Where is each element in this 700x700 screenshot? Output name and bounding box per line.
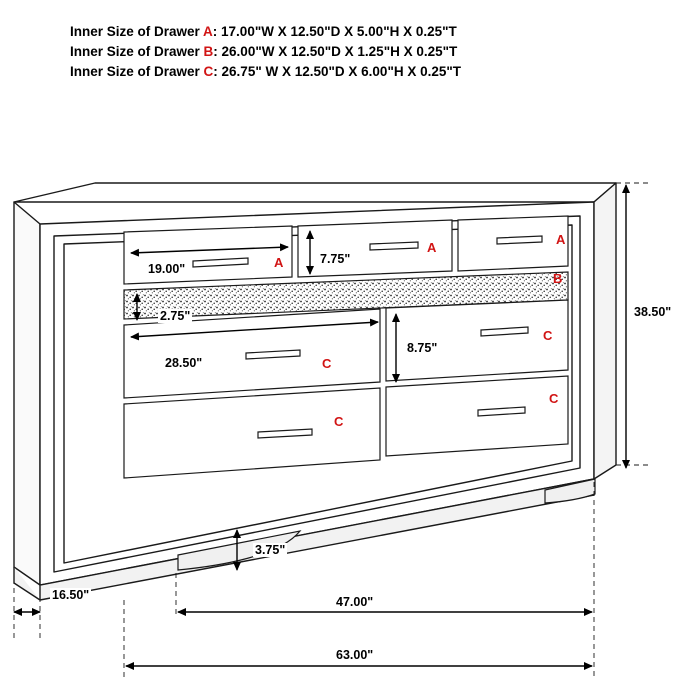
- spec-a-prefix: Inner Size of Drawer: [70, 24, 204, 39]
- dim-drawer-b-height: 2.75": [160, 309, 191, 323]
- dim-top-width: 47.00": [336, 595, 374, 609]
- dim-base-clearance: 3.75": [255, 543, 286, 557]
- drawer-c-low-right: [386, 376, 568, 456]
- dim-overall-height: 38.50": [634, 305, 672, 319]
- spec-b-prefix: Inner Size of Drawer: [70, 44, 204, 59]
- dim-drawer-a-height: 7.75": [320, 252, 351, 266]
- spec-c-rest: : 26.75" W X 12.50"D X 6.00"H X 0.25"T: [213, 64, 462, 79]
- dim-depth: 16.50": [52, 588, 90, 602]
- drawer-label-c-lower-left: C: [334, 414, 344, 429]
- drawer-label-a-mid: A: [427, 240, 437, 255]
- drawer-label-c-upper-right: C: [543, 328, 553, 343]
- drawer-label-a-left: A: [274, 255, 284, 270]
- spec-b-letter: B: [203, 44, 214, 59]
- spec-a-rest: : 17.00"W X 12.50"D X 5.00"H X 0.25"T: [212, 24, 457, 39]
- drawer-label-c-mid: C: [322, 356, 332, 371]
- dim-drawer-c-height: 8.75": [407, 341, 438, 355]
- dim-drawer-c-width: 28.50": [165, 356, 203, 370]
- drawer-label-b-right: B: [553, 271, 563, 286]
- drawer-label-a-right: A: [556, 232, 566, 247]
- spec-a-letter: A: [203, 24, 213, 39]
- drawer-label-c-lower-right: C: [549, 391, 559, 406]
- dim-overall-width: 63.00": [336, 648, 374, 662]
- spec-c-prefix: Inner Size of Drawer: [70, 64, 204, 79]
- spec-c-letter: C: [203, 64, 214, 79]
- dim-drawer-a-width: 19.00": [148, 262, 186, 276]
- spec-b-rest: : 26.00"W X 12.50"D X 1.25"H X 0.25"T: [213, 44, 458, 59]
